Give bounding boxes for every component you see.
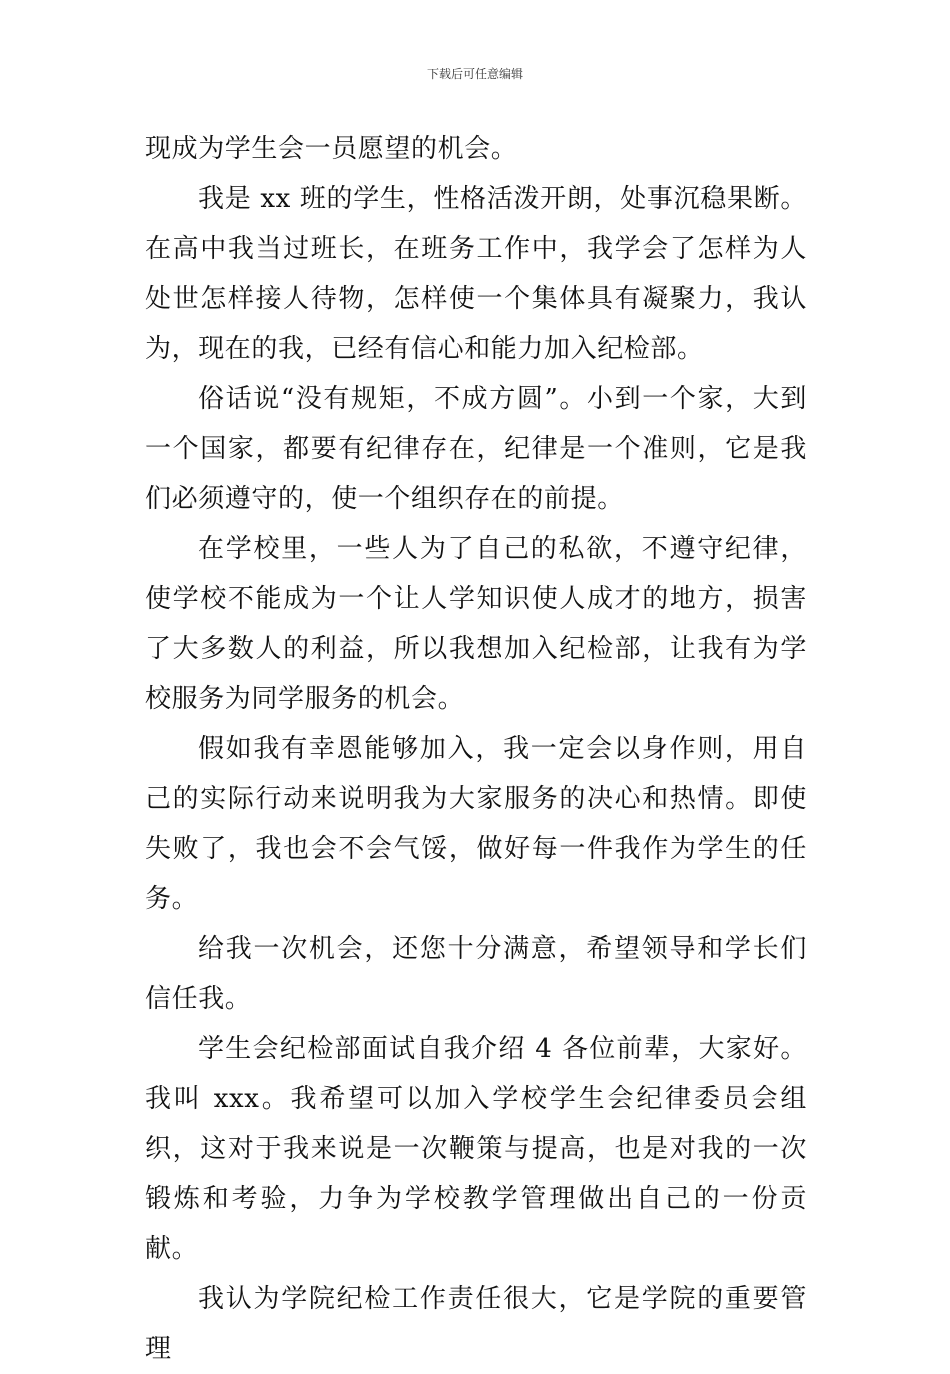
paragraph-6: 给我一次机会，还您十分满意，希望领导和学长们信任我。 bbox=[145, 934, 807, 1014]
paragraph-2: 我是 xx 班的学生，性格活泼开朗，处事沉稳果断。在高中我当过班长，在班务工作中，我学会了怎样为人处世怎样接人待物，怎样使一个集体具有凝聚力，我认为，现在的我，已经有信心和能力加入纪检部。 bbox=[145, 184, 807, 364]
paragraph-4: 在学校里，一些人为了自己的私欲，不遵守纪律，使学校不能成为一个让人学知识使人成才的地方，损害了大多数人的利益，所以我想加入纪检部，让我有为学校服务为同学服务的机会。 bbox=[145, 534, 807, 714]
paragraph-8: 我认为学院纪检工作责任很大，它是学院的重要管理 bbox=[145, 1284, 807, 1364]
paragraph-5: 假如我有幸恩能够加入，我一定会以身作则，用自己的实际行动来说明我为大家服务的决心和热情。即使失败了，我也会不会气馁，做好每一件我作为学生的任务。 bbox=[145, 734, 807, 914]
document-body bbox=[145, 124, 807, 1374]
paragraph-7: 学生会纪检部面试自我介绍 4 各位前辈，大家好。我叫 xxx。我希望可以加入学校学生会纪律委员会组织，这对于我来说是一次鞭策与提高，也是对我的一次锻炼和考验，力争为学校教学管理做出自己的一份贡献。 bbox=[145, 1034, 807, 1264]
paragraph-1: 现成为学生会一员愿望的机会。 bbox=[145, 134, 518, 164]
paragraph-3: 俗话说“没有规矩，不成方圆”。小到一个家，大到一个国家，都要有纪律存在，纪律是一个准则，它是我们必须遵守的，使一个组织存在的前提。 bbox=[145, 384, 807, 514]
page-header: 下载后可任意编辑 bbox=[426, 67, 523, 81]
